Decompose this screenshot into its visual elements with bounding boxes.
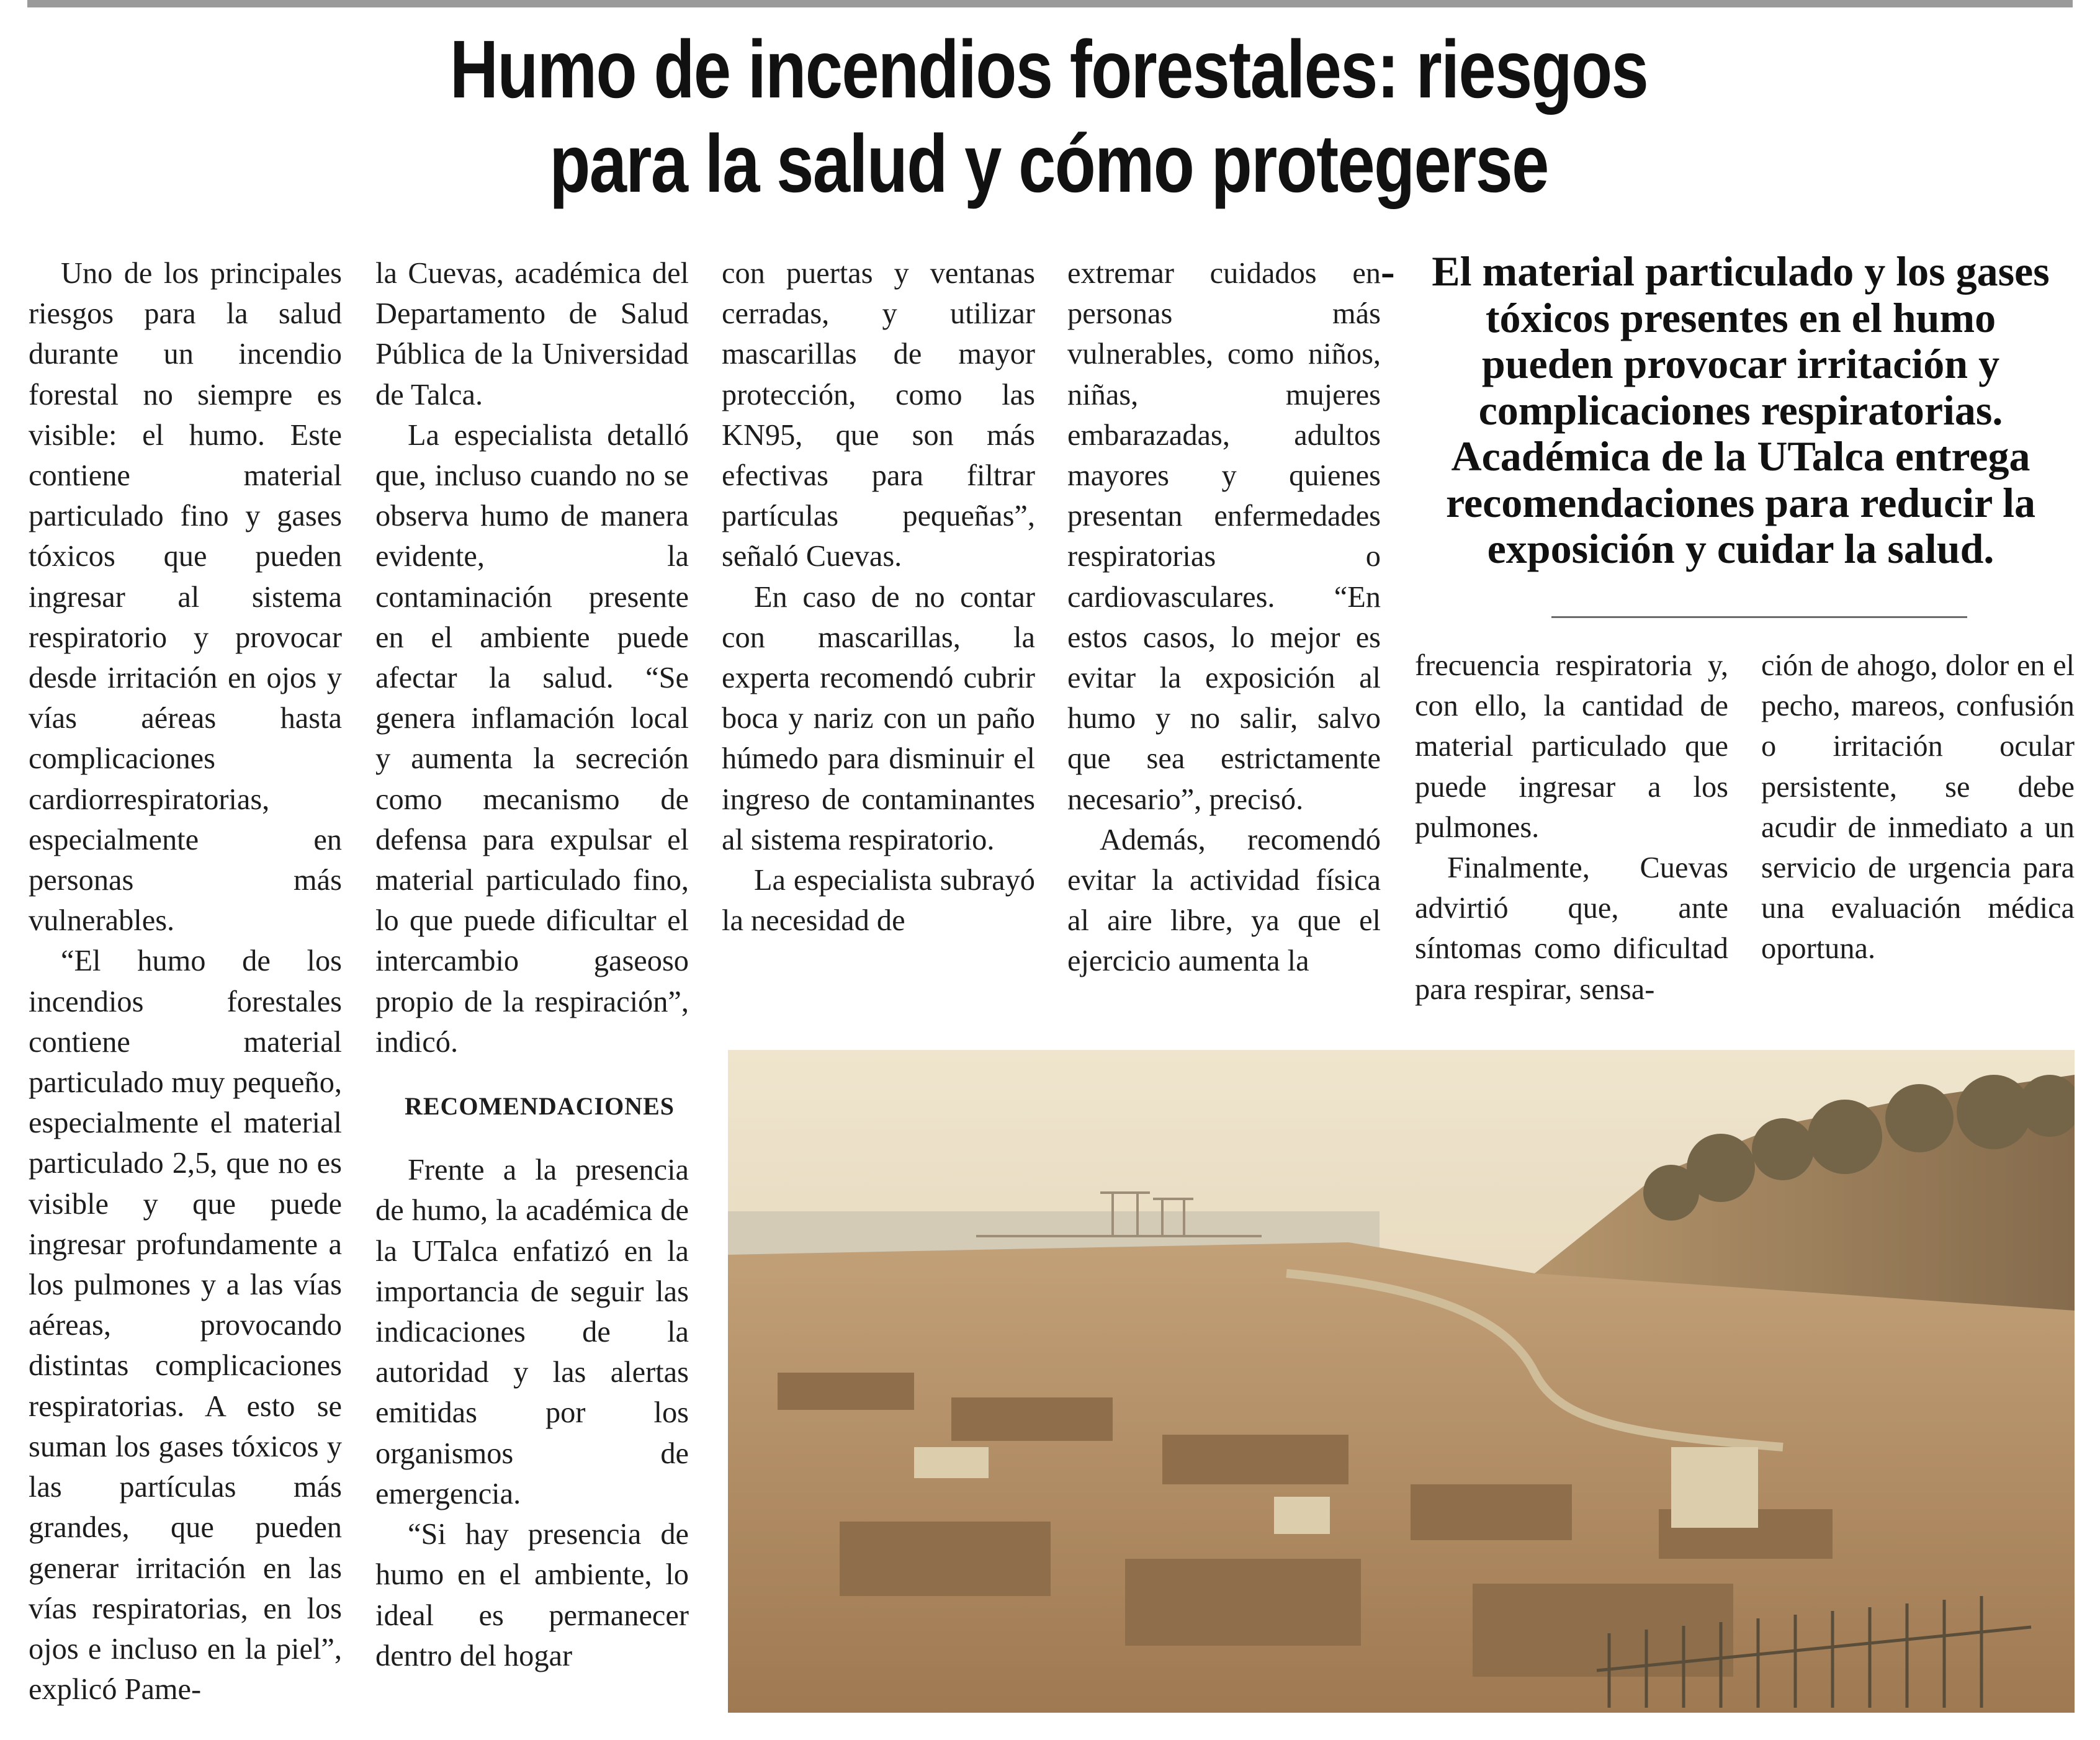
wildfire-photo [728, 1050, 2075, 1713]
paragraph: Frente a la presencia de humo, la académica de la UTalca enfatizó en la importancia de seguir las indicaciones de la autoridad y las alertas emitidas por los organismos de emergencia. [375, 1154, 689, 1510]
deck-text: El material particulado y los gases tóxicos presentes en el humo pueden provocar irritación y complicaciones respiratorias. Académica de la UTalca entrega recomendaciones para reducir la exposición y cuidar la salud. [1432, 248, 2050, 572]
column-5 [1415, 645, 1728, 1010]
paragraph: Finalmente, Cuevas advirtió que, ante síntomas como dificultad para respirar, sensa- [1415, 851, 1728, 1006]
column-6 [1761, 645, 2075, 969]
paragraph: la Cuevas, académica del Departamento de Salud Pública de la Universidad de Talca. [375, 257, 689, 411]
smoke-haze [728, 1050, 2075, 1713]
paragraph: La especialista detalló que, incluso cuando no se observa humo de manera evidente, la contaminación presente en el ambiente puede afectar la salud. “Se genera inflamación local y aumenta la secreción como mecanismo de defensa para expulsar el material particulado fino, lo que puede dificultar el intercambio gaseoso propio de la respiración”, indicó. [375, 418, 689, 1059]
paragraph: frecuencia respiratoria y, con ello, la cantidad de material particulado que puede ingresar a los pulmones. [1415, 649, 1728, 844]
paragraph: Uno de los principales riesgos para la salud durante un incendio forestal no siempre es visible: el humo. Este contiene material particulado fino y gases tóxicos que pueden ingresar al sistema respiratorio y provocar desde irritación en ojos y vías aéreas hasta complicaciones cardiorrespiratorias, especialmente en personas más vulnerables. [29, 257, 342, 938]
wildfire-photo-illustration [728, 1050, 2075, 1713]
column-3 [722, 253, 1035, 941]
headline [124, 22, 1973, 211]
paragraph: ción de ahogo, dolor en el pecho, mareos, confusión o irritación ocular persistente, se debe acudir de inmediato a un servicio de urgencia para una evaluación médica oportuna. [1761, 649, 2075, 966]
paragraph: “El humo de los incendios forestales contiene material particulado muy pequeño, especialmente el material particulado 2,5, que no es visible y que puede ingresar profundamente a los pulmones y a las vías aéreas, provocando distintas complicaciones respiratorias. A esto se suman los gases tóxicos y las partículas más grandes, que pueden generar irritación en las vías respiratorias, en los ojos e incluso en la piel”, explicó Pame- [29, 944, 342, 1706]
spacer [375, 1062, 689, 1086]
paragraph: extremar cuidados en personas más vulnerables, como niños, niñas, mujeres embarazadas, adultos mayores y quienes presentan enfermedades respiratorias o cardiovasculares. “En estos casos, lo mejor es evitar la exposición al humo y no salir, salvo que sea estrictamente necesario”, precisó. [1067, 257, 1381, 816]
headline-line-2: para la salud y cómo protegerse [549, 118, 1548, 209]
article-deck [1381, 248, 2063, 572]
top-rule [27, 0, 2073, 7]
paragraph: con puertas y ventanas cerradas, y utilizar mascarillas de mayor protección, como las KN95, que son más efectivas para filtrar partículas pequeñas”, señaló Cuevas. [722, 257, 1035, 573]
column-1 [29, 253, 342, 1710]
spacer [375, 1126, 689, 1150]
deck-divider [1551, 616, 1967, 618]
deck-dash: - [1381, 248, 1395, 295]
section-subhead: RECOMENDACIONES [404, 1092, 675, 1121]
column-2 [375, 253, 689, 1676]
paragraph: La especialista subrayó la necesidad de [722, 864, 1035, 938]
headline-line-1: Humo de incendios forestales: riesgos [449, 24, 1648, 115]
paragraph: “Si hay presencia de humo en el ambiente, lo ideal es permanecer dentro del hogar [375, 1518, 689, 1672]
column-4 [1067, 253, 1381, 982]
paragraph: En caso de no contar con mascarillas, la experta recomendó cubrir boca y nariz con un paño húmedo para disminuir el ingreso de contaminantes al sistema respiratorio. [722, 580, 1035, 856]
paragraph: Además, recomendó evitar la actividad física al aire libre, ya que el ejercicio aumenta la [1067, 823, 1381, 978]
